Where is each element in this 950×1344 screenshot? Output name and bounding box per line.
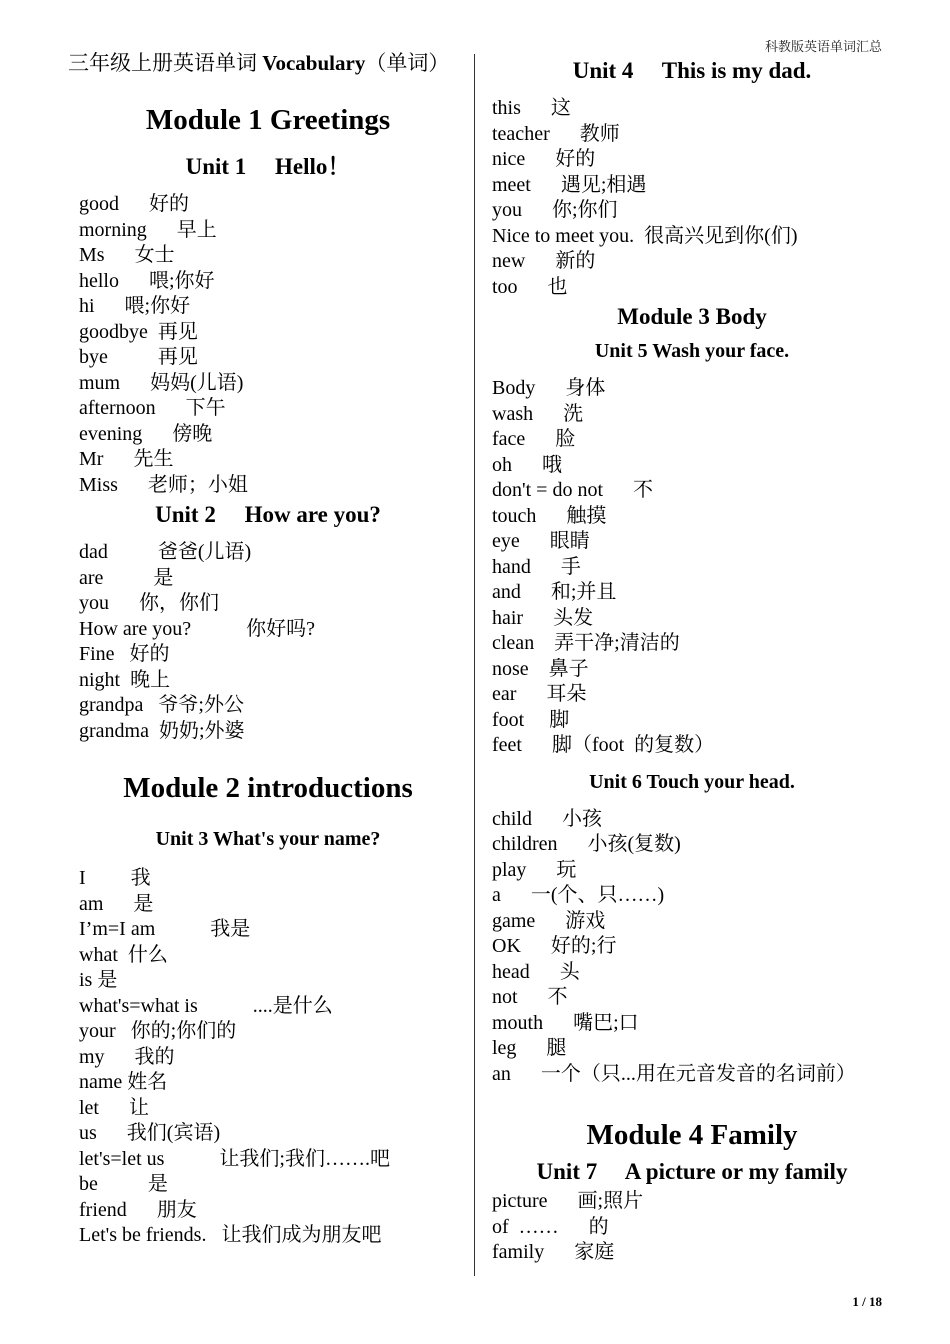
unit-4-word-list xyxy=(492,96,892,300)
unit-5-word-list xyxy=(492,376,892,759)
vocab-item: touch 触摸 xyxy=(492,504,607,527)
vocab-item: hi 喂;你好 xyxy=(79,295,191,317)
vocab-item: let 让 xyxy=(79,1096,149,1119)
vocab-item: an 一个（只...用在元音发音的名词前） xyxy=(492,1062,856,1085)
vocab-item: dad 爸爸(儿语) xyxy=(79,541,252,563)
vocab-item: child 小孩 xyxy=(492,807,602,830)
vocab-item: this 这 xyxy=(492,97,571,119)
vocab-item: Body 身体 xyxy=(492,377,606,399)
vocab-item: grandma 奶奶;外婆 xyxy=(79,719,245,742)
vocab-item: Mr 先生 xyxy=(79,448,174,470)
unit-3-word-list xyxy=(68,866,468,1249)
module-3-heading: Module 3 Body xyxy=(617,304,767,329)
unit-7-word-list xyxy=(492,1189,892,1266)
vocab-item: hand 手 xyxy=(492,555,581,578)
vocab-item: oh 哦 xyxy=(492,453,562,476)
vocab-item: us 我们(宾语) xyxy=(79,1122,221,1144)
vocab-item: mouth 嘴巴;口 xyxy=(492,1011,639,1034)
page-number: 1 / 18 xyxy=(852,1294,882,1309)
vocab-item: morning 早上 xyxy=(79,218,217,241)
vocab-item: Miss 老师；小姐 xyxy=(79,473,248,496)
vocab-item: what's=what is ....是什么 xyxy=(79,994,333,1017)
vocab-item: too 也 xyxy=(492,275,568,298)
vocab-item: Fine 好的 xyxy=(79,643,170,665)
vocab-item: clean 弄干净;清洁的 xyxy=(492,632,680,654)
unit-2-heading: Unit 2 How are you? xyxy=(155,502,381,527)
vocab-item: meet 遇见;相遇 xyxy=(492,173,647,196)
vocab-item: am 是 xyxy=(79,892,154,915)
vocab-item: leg 腿 xyxy=(492,1037,567,1059)
vocab-item: don't = do not 不 xyxy=(492,479,653,501)
vocab-item: wash 洗 xyxy=(492,402,584,425)
vocab-item: ear 耳朵 xyxy=(492,683,587,705)
vocab-item: be 是 xyxy=(79,1173,168,1195)
unit-3-heading: Unit 3 What's your name? xyxy=(155,828,381,850)
vocab-item: hair 头发 xyxy=(492,606,594,629)
unit-5-heading: Unit 5 Wash your face. xyxy=(594,340,790,362)
vocab-item: what 什么 xyxy=(79,943,168,966)
vocab-item: game 游戏 xyxy=(492,909,606,932)
unit-1-word-list xyxy=(68,192,468,498)
vocab-item: head 头 xyxy=(492,960,580,983)
right-column xyxy=(492,48,892,1266)
vocab-item: face 脸 xyxy=(492,428,576,450)
vocab-item: nice 好的 xyxy=(492,148,596,170)
vocab-item: my 我的 xyxy=(79,1045,175,1068)
vocab-item: I’m=I am 我是 xyxy=(79,918,251,940)
vocab-item: night 晚上 xyxy=(79,668,171,691)
unit-2-word-list xyxy=(68,540,468,744)
module-4-heading: Module 4 Family xyxy=(586,1119,798,1151)
unit-1-heading: Unit 1 Hello！ xyxy=(185,154,351,179)
vocab-item: are 是 xyxy=(79,566,174,589)
vocab-item: you 你，你们 xyxy=(79,592,219,614)
vocab-item: hello 喂;你好 xyxy=(79,269,215,292)
vocab-item: bye 再见 xyxy=(79,346,198,368)
vocab-item: foot 脚 xyxy=(492,708,570,731)
vocab-item: let's=let us 让我们;我们…….吧 xyxy=(79,1147,390,1170)
vocab-item: goodbye 再见 xyxy=(79,320,198,343)
vocab-item: you 你;你们 xyxy=(492,199,618,221)
column-divider xyxy=(474,54,475,1276)
unit-6-heading: Unit 6 Touch your head. xyxy=(589,770,795,793)
vocab-item: Ms 女士 xyxy=(79,244,175,266)
vocab-item: Nice to meet you. 很高兴见到你(们) xyxy=(492,224,798,247)
vocab-item: feet 脚（foot 的复数） xyxy=(492,734,715,756)
vocab-item: eye 眼睛 xyxy=(492,530,590,552)
vocab-item: of …… 的 xyxy=(492,1215,609,1238)
vocab-item: picture 画;照片 xyxy=(492,1190,644,1212)
vocab-item: your 你的;你们的 xyxy=(79,1020,237,1042)
vocab-item: grandpa 爷爷;外公 xyxy=(79,694,244,716)
vocab-item: Let's be friends. 让我们成为朋友吧 xyxy=(79,1224,382,1246)
title-suffix: （单词） xyxy=(365,51,450,75)
vocab-item: evening 傍晚 xyxy=(79,422,213,445)
vocab-item: friend 朋友 xyxy=(79,1198,197,1221)
module-2-heading: Module 2 introductions xyxy=(123,772,413,804)
page-header: 科教版英语单词汇总 xyxy=(764,39,882,54)
vocab-item: not 不 xyxy=(492,986,568,1008)
vocab-item: is 是 xyxy=(79,969,118,991)
vocab-item: a 一(个、只……) xyxy=(492,884,665,906)
vocab-item: OK 好的;行 xyxy=(492,935,617,957)
title-prefix: 三年级上册英语单词 xyxy=(68,51,263,75)
vocab-item: teacher 教师 xyxy=(492,122,620,145)
vocab-item: family 家庭 xyxy=(492,1241,615,1263)
vocab-item: name 姓名 xyxy=(79,1071,168,1093)
vocab-item: nose 鼻子 xyxy=(492,657,589,680)
document-title xyxy=(68,48,468,78)
vocab-item: I 我 xyxy=(79,867,151,889)
vocab-item: play 玩 xyxy=(492,858,577,881)
unit-7-heading: Unit 7 A picture or my family xyxy=(536,1159,848,1184)
vocab-item: children 小孩(复数) xyxy=(492,833,681,855)
unit-6-word-list xyxy=(492,807,892,1088)
vocab-item: mum 妈妈(儿语) xyxy=(79,371,244,394)
unit-4-heading: Unit 4 This is my dad. xyxy=(572,58,812,83)
module-1-heading: Module 1 Greetings xyxy=(145,104,391,136)
vocab-item: and 和;并且 xyxy=(492,581,617,603)
left-column xyxy=(68,48,468,1249)
vocab-item: afternoon 下午 xyxy=(79,397,226,419)
vocab-item: How are you? 你好吗? xyxy=(79,617,316,640)
vocab-item: new 新的 xyxy=(492,250,596,272)
vocab-item: good 好的 xyxy=(79,193,189,215)
title-bold: Vocabulary xyxy=(262,51,366,75)
